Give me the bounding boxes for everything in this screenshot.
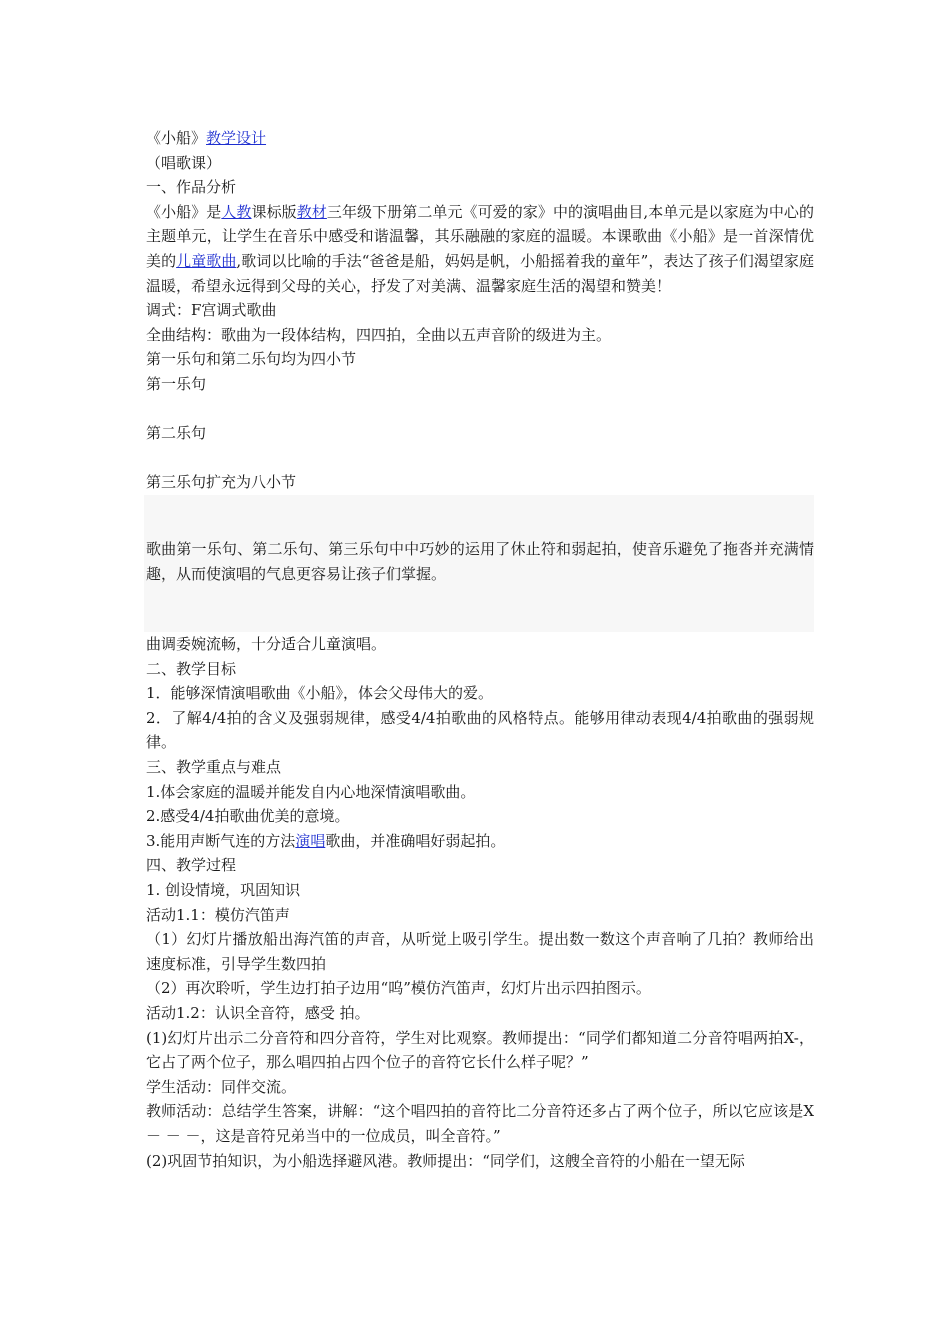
section-heading-2: 二、教学目标 [146, 659, 237, 678]
link-ertong-gequ[interactable]: 儿童歌曲 [176, 251, 237, 270]
activity-1-1: 活动1.1：模仿汽笛声 [146, 905, 290, 924]
teacher-activity: 教师活动：总结学生答案，讲解：“这个唱四拍的音符比二分音符还多占了两个位子，所以它应该是X － － －，这是音符兄弟当中的一位成员，叫全音符。” [146, 1102, 814, 1145]
doc-subtitle: （唱歌课） [146, 153, 222, 172]
title-prefix: 《小船》 [146, 129, 207, 147]
text: 歌曲，并准确唱好弱起拍。 [325, 831, 506, 850]
key-point-2: 2.感受4/4拍歌曲优美的意境。 [146, 807, 350, 826]
section-heading-4: 四、教学过程 [146, 856, 237, 875]
activity-1-2-part-2: (2)巩固节拍知识，为小船选择避风港。教师提出：“同学们，这艘全音符的小船在一望无际 [146, 1151, 745, 1170]
text: 3.能用声断气连的方法 [146, 831, 296, 850]
text: ,歌词以比喻的手法“爸爸是船，妈妈是帆，小船摇着我的童年”，表达了孩子们渴望家庭温暖，希望永远得到父母的关心，抒发了对美满、温馨家庭生活的渴望和赞美！ [146, 251, 814, 295]
phrase-3: 第三乐句扩充为八小节 [146, 473, 297, 492]
text: 三年级下册第二单元《可爱的家》中的演唱曲目,本单元是以家庭为中心的主题单元，让学生在音乐中感受和谐温馨，其乐融融的家庭的温暖。本课歌曲《小船》是一首深情优美的 [146, 202, 814, 270]
tune-line: 曲调委婉流畅，十分适合儿童演唱。 [146, 635, 387, 654]
document-body [146, 126, 814, 1173]
goal-1: 1．能够深情演唱歌曲《小船》，体会父母伟大的爱。 [146, 684, 494, 703]
goal-2: 2．了解4/4拍的含义及强弱规律，感受4/4拍歌曲的风格特点。能够用律动表现4/4拍歌曲的强弱规律。 [146, 708, 814, 752]
key-line: 调式：F宫调式歌曲 [146, 301, 277, 320]
link-jiaocai[interactable]: 教材 [296, 202, 327, 221]
key-point-1: 1.体会家庭的温暖并能发自内心地深情演唱歌曲。 [146, 782, 476, 801]
student-activity: 学生活动：同伴交流。 [146, 1077, 297, 1096]
section-heading-3: 三、教学重点与难点 [146, 758, 282, 777]
paragraph-intro [146, 200, 814, 298]
activity-1-1-part-1: （1）幻灯片播放船出海汽笛的声音，从听觉上吸引学生。提出数一数这个声音响了几拍？教师给出速度标准，引导学生数四拍 [146, 930, 814, 973]
phrase-1: 第一乐句 [146, 374, 207, 393]
key-point-3 [146, 829, 814, 854]
activity-1-2: 活动1.2：认识全音符，感受 拍。 [146, 1004, 370, 1022]
phrases-line: 第一乐句和第二乐句均为四小节 [146, 350, 357, 369]
step-1: 1. 创设情境，巩固知识 [146, 881, 301, 900]
section-heading-1: 一、作品分析 [146, 178, 237, 197]
link-yanchang[interactable]: 演唱 [295, 831, 326, 850]
text: 《小船》是 [146, 202, 222, 221]
doc-title [146, 126, 814, 151]
title-link[interactable]: 教学设计 [206, 129, 267, 147]
phrase-2: 第二乐句 [146, 424, 207, 443]
structure-line: 全曲结构：歌曲为一段体结构，四四拍，全曲以五声音阶的级进为主。 [146, 325, 612, 344]
link-renjiao[interactable]: 人教 [221, 202, 252, 221]
text: 课标版 [251, 202, 297, 221]
activity-1-2-part-1: (1)幻灯片出示二分音符和四分音符，学生对比观察。教师提出：“同学们都知道二分音符唱两拍X-，它占了两个位子，那么唱四拍占四个位子的音符它长什么样子呢？” [146, 1028, 814, 1072]
analysis-paragraph: 歌曲第一乐句、第二乐句、第三乐句中中巧妙的运用了休止符和弱起拍，使音乐避免了拖沓并充满情趣，从而使演唱的气息更容易让孩子们掌握。 [144, 537, 814, 586]
activity-1-1-part-2: （2）再次聆听，学生边打拍子边用“呜”模仿汽笛声，幻灯片出示四拍图示。 [146, 979, 651, 998]
